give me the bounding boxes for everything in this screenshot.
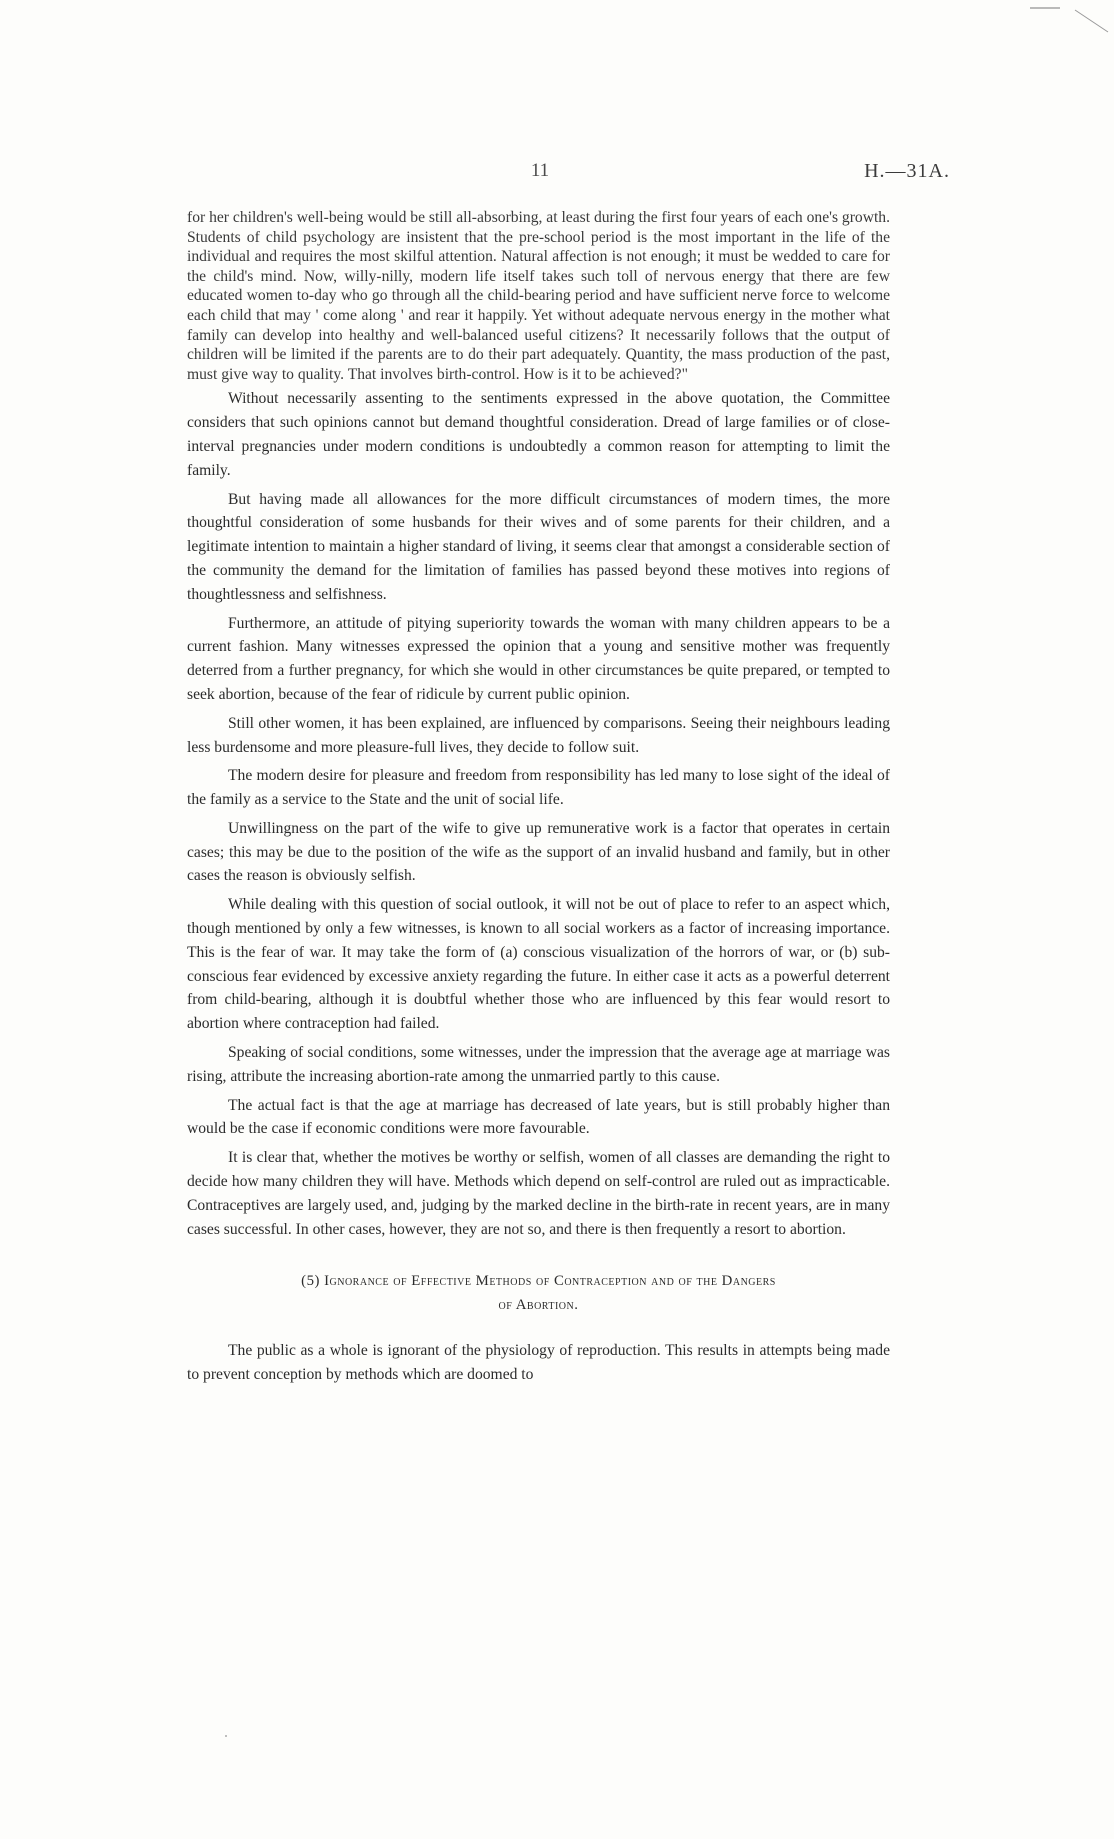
paragraph: for her children's well-being would be still all-absorbing, at least during the first four years of each one's growth. Students of child psychology are insistent that the pre-school period is the most important in the life of the individual and requires the most skilful attention. Natural affection is not enough; it must be wedded to care for the child's mind. Now, willy-nilly, modern life itself takes such toll of nervous energy that there are few educated women to-day who go through all the child-bearing period and have sufficient nerve force to welcome each child that may ' come along ' and rear it happily. Yet without adequate nervous energy in the mother what family can develop into healthy and well-balanced useful citizens? It necessarily follows that the output of children will be limited if the parents are to do their part adequately. Quantity, the mass production of the past, must give way to quality. That involves birth-control. How is it to be achieved?" bbox=[187, 209, 890, 383]
corner-scan-mark bbox=[1020, 6, 1110, 36]
paragraph: Unwillingness on the part of the wife to give up remunerative work is a factor that operates in certain cases; this may be due to the position of the wife as the support of an invalid husband and family, but in other cases the reason is obviously selfish. bbox=[187, 819, 890, 885]
paragraph: Speaking of social conditions, some witnesses, under the impression that the average age at marriage was rising, attribute the increasing abortion-rate among the unmarried partly to this cause. bbox=[187, 1044, 890, 1085]
paragraph: Without necessarily assenting to the sentiments expressed in the above quotation, the Committee considers that such opinions cannot but demand thoughtful consideration. Dread of large families or of close-interval pregnancies under modern conditions is undoubtedly a common reason for attempting to limit the family. bbox=[187, 390, 890, 479]
section-heading-line: (5) Ignorance of Effective Methods of Contraception and of the Dangers bbox=[301, 1273, 776, 1290]
report-code: H.—31A. bbox=[864, 160, 950, 182]
scan-speck bbox=[225, 1735, 227, 1737]
body-text bbox=[187, 208, 890, 1392]
page-header bbox=[0, 160, 1114, 190]
paragraph: It is clear that, whether the motives be worthy or selfish, women of all classes are demanding the right to decide how many children they will have. Methods which depend on self-control are ruled out as impracticable. Contraceptives are largely used, and, judging by the marked decline in the birth-rate in recent years, are in many cases successful. In other cases, however, they are not so, and there is then frequently a resort to abortion. bbox=[187, 1149, 890, 1238]
paragraph: The public as a whole is ignorant of the physiology of reproduction. This results in attempts being made to prevent conception by methods which are doomed to bbox=[187, 1342, 890, 1384]
section-heading-line: of Abortion. bbox=[498, 1297, 579, 1314]
paragraph: The modern desire for pleasure and freedom from responsibility has led many to lose sight of the ideal of the family as a service to the State and the unit of social life. bbox=[187, 767, 890, 809]
paragraph: Still other women, it has been explained, are influenced by comparisons. Seeing their neighbours leading less burdensome and more pleasure-full lives, they decide to follow suit. bbox=[187, 714, 890, 756]
paragraph: But having made all allowances for the more difficult circumstances of modern times, the more thoughtful consideration of some husbands for their wives and of some parents for their children, and a legitimate intention to maintain a higher standard of living, it seems clear that amongst a considerable section of the community the demand for the limitation of families has passed beyond these motives into regions of thoughtlessness and selfishness. bbox=[187, 490, 890, 603]
paragraph: While dealing with this question of social outlook, it will not be out of place to refer to an aspect which, though mentioned by only a few witnesses, is known to all social workers as a factor of increasing importance. This is the fear of war. It may take the form of (a) conscious visualization of the horrors of war, or (b) sub-conscious fear evidenced by excessive anxiety regarding the future. In either case it acts as a powerful deterrent from child-bearing, although it is doubtful whether those who are influenced by this fear would resort to abortion where contraception had failed. bbox=[187, 896, 890, 1033]
paragraph: The actual fact is that the age at marriage has decreased of late years, but is still probably higher than would be the case if economic conditions were more favourable. bbox=[187, 1096, 890, 1138]
section-heading bbox=[187, 1269, 890, 1317]
paragraph: Furthermore, an attitude of pitying superiority towards the woman with many children appears to be a current fashion. Many witnesses expressed the opinion that a young and sensitive mother was frequently deterred from a further pregnancy, for which she would in other circumstances be quite prepared, or tempted to seek abortion, because of the fear of ridicule by current public opinion. bbox=[187, 614, 890, 703]
page-number: 11 bbox=[530, 160, 550, 181]
